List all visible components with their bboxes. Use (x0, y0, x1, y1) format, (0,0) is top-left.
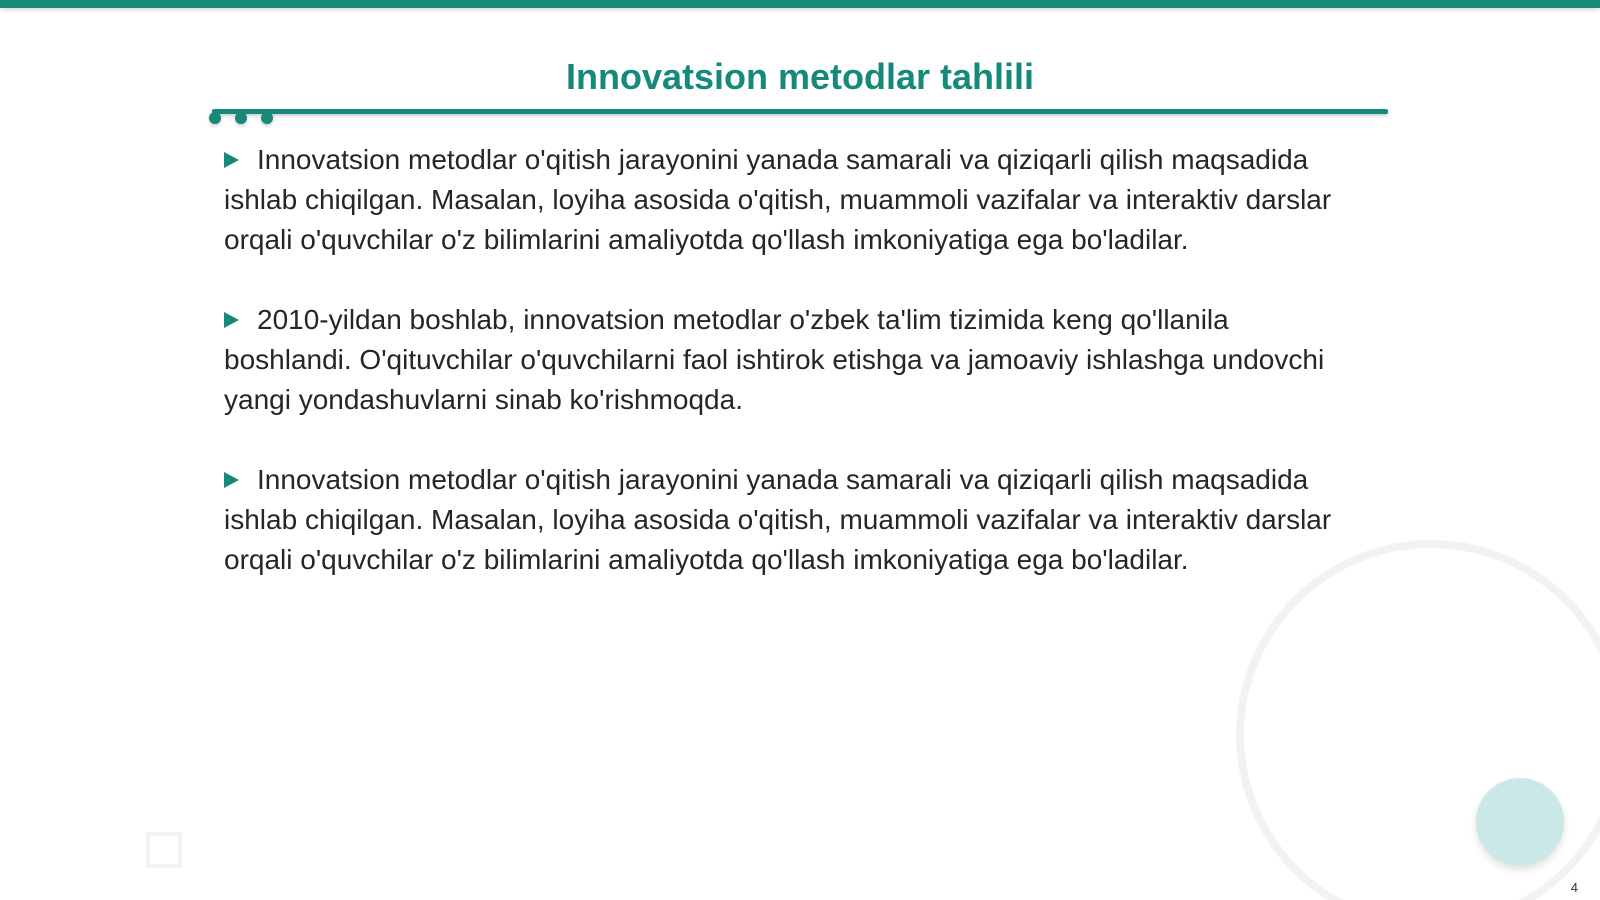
decor-dot (235, 112, 247, 124)
decor-circle (1476, 778, 1564, 866)
triangle-bullet-icon (224, 472, 239, 488)
bullet-list (224, 140, 1360, 620)
triangle-bullet-icon (224, 152, 239, 168)
page-number: 4 (1570, 880, 1578, 895)
bullet-text: Innovatsion metodlar o'qitish jarayonini yanada samarali va qiziqarli qilish maqsadida ishlab chiqilgan. Masalan, loyiha asosida o'qitish, muammoli vazifalar va interaktiv darslar orqali o'quvchilar o'z bilimlarini amaliyotda qo'llash imkoniyatiga ega bo'ladilar. (224, 144, 1332, 255)
bullet-item (224, 460, 1360, 580)
bullet-item (224, 300, 1360, 420)
top-accent-bar (0, 0, 1600, 8)
decor-square (146, 832, 182, 868)
bullet-item (224, 140, 1360, 260)
bullet-text: Innovatsion metodlar o'qitish jarayonini yanada samarali va qiziqarli qilish maqsadida ishlab chiqilgan. Masalan, loyiha asosida o'qitish, muammoli vazifalar va interaktiv darslar orqali o'quvchilar o'z bilimlarini amaliyotda qo'llash imkoniyatiga ega bo'ladilar. (224, 464, 1332, 575)
triangle-bullet-icon (224, 312, 239, 328)
decor-dot (261, 112, 273, 124)
title-underline (212, 109, 1388, 114)
bullet-text: 2010-yildan boshlab, innovatsion metodlar o'zbek ta'lim tizimida keng qo'llanila boshlandi. O'qituvchilar o'quvchilarni faol ishtirok etishga va jamoaviy ishlashga undovchi yangi yondashuvlarni sinab ko'rishmoqda. (224, 304, 1325, 415)
slide-title: Innovatsion metodlar tahlili (565, 56, 1035, 97)
decor-dot (209, 112, 221, 124)
